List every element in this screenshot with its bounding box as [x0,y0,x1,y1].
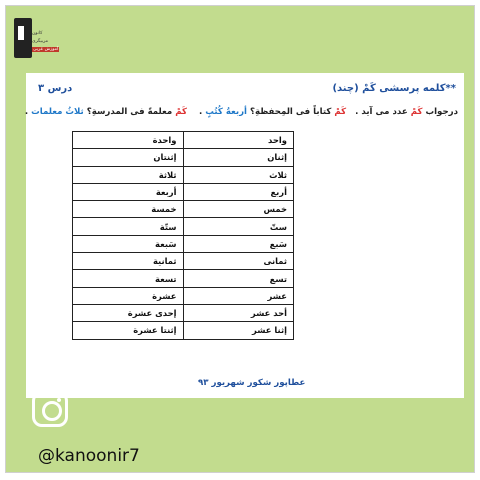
masculine-cell: واحد [183,132,294,149]
table-row [73,149,294,166]
masculine-cell: إثنا عشر [183,322,294,339]
feminine-cell: عشرة [73,287,184,304]
example-1-end: . [198,107,206,117]
feminine-cell: إحدی عشرة [73,304,184,321]
camera-lens-icon [42,401,62,421]
masculine-cell: ستّ [183,218,294,235]
worksheet-title: **کلمه پرسشی کَمْ (چند) [332,83,456,94]
example-2-answer: ثلاثُ معلمات [31,107,84,117]
brand-logo [14,16,59,66]
intro-lead: درجواب [422,107,458,117]
author-credit: عطاپور شکور شهریور ۹۳ [198,378,306,388]
table-row [73,322,294,339]
example-1-answer: أربعةُ کُتُبٍ [205,107,247,117]
intro-sentence [25,107,458,117]
logo-line-2: مربیگری [32,39,48,44]
example-1-rest: کتاباً فی المِحفظةِ؟ [247,107,335,117]
numbers-table [72,131,294,340]
masculine-cell: عشر [183,287,294,304]
masculine-cell: إثنان [183,149,294,166]
feminine-cell: سَبعة [73,235,184,252]
post-frame [5,5,475,473]
instagram-handle: @kanoonir7 [38,446,140,466]
masculine-cell: تسع [183,270,294,287]
intro-kam: کَمْ [410,107,423,117]
feminine-cell: ثلاثة [73,166,184,183]
example-2-rest: معلمةً فی المدرسةِ؟ [83,107,173,117]
logo-line-3: آموزش عربی [33,47,59,52]
table-row [73,253,294,270]
masculine-cell: ثمانی [183,253,294,270]
masculine-cell: أحد عشر [183,304,294,321]
worksheet [26,73,464,398]
feminine-cell: واحدة [73,132,184,149]
logo-line-1: کانون [32,31,43,36]
feminine-cell: إثنتا عشرة [73,322,184,339]
table-row [73,270,294,287]
table-row [73,183,294,200]
graduation-cap-icon [14,18,32,58]
feminine-cell: خمسة [73,201,184,218]
example-2-end: . [24,107,32,117]
table-row [73,201,294,218]
example-1-question: کَمْ [334,107,347,117]
feminine-cell: ثمانیة [73,253,184,270]
example-2-question: کَمْ [175,107,187,117]
feminine-cell: تسعة [73,270,184,287]
table-row [73,132,294,149]
table-row [73,166,294,183]
table-row [73,304,294,321]
masculine-cell: خمس [183,201,294,218]
instagram-icon [32,391,68,427]
feminine-cell: إثنتان [73,149,184,166]
masculine-cell: ثلاث [183,166,294,183]
feminine-cell: أربعة [73,183,184,200]
camera-dot-icon [57,398,61,402]
intro-lead-2: عدد می آید . [355,107,411,117]
masculine-cell: أربع [183,183,294,200]
table-row [73,235,294,252]
masculine-cell: سَبع [183,235,294,252]
lesson-number: درس ۳ [38,83,73,94]
feminine-cell: ستّة [73,218,184,235]
table-row [73,287,294,304]
table-row [73,218,294,235]
